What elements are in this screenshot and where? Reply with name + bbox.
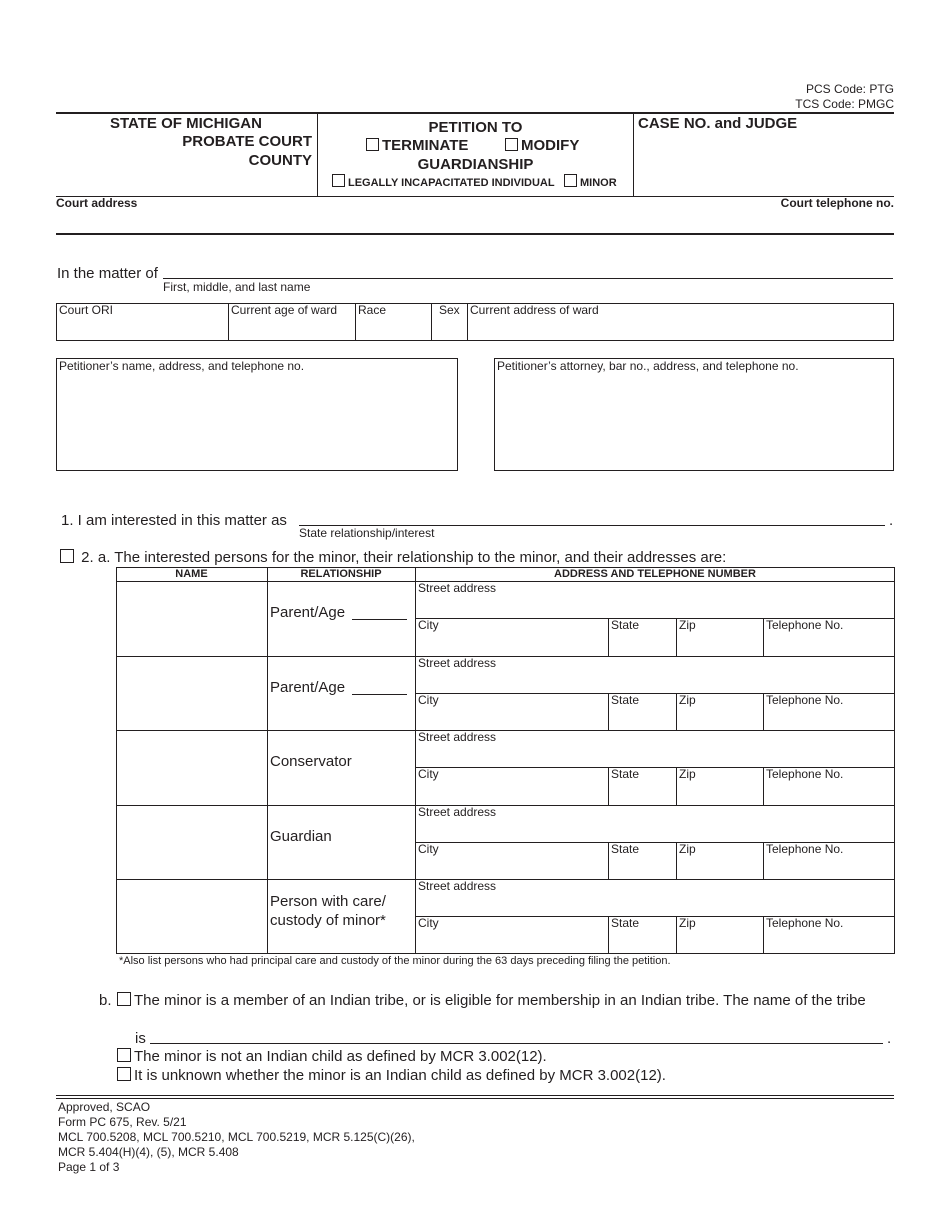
minor-checkbox[interactable] [564,174,577,187]
table-col-divider-2 [415,567,416,954]
name-cell[interactable] [117,806,266,878]
phone-col-divider [763,693,764,730]
city-label: City [418,618,439,632]
relationship-label-line1: Person with care/ [270,893,386,910]
relationship-label: Parent/Age [270,679,346,696]
state-col-divider [608,916,609,954]
unknown-option [117,1067,666,1084]
tribe-is-label: is [135,1030,146,1047]
state-label: State [611,916,640,930]
zip-label: Zip [679,693,696,707]
zip-col-divider [676,916,677,954]
county: COUNTY [248,152,312,169]
pcs-code: PCS Code: PTG [805,82,894,96]
not-indian-option [117,1048,547,1065]
matter-sublabel: First, middle, and last name [163,280,311,294]
case-no-judge: CASE NO. and JUDGE [638,115,798,132]
ward-divider-3 [431,303,432,341]
tribe-checkbox[interactable] [117,992,131,1006]
telephone-label: Telephone No. [766,842,844,856]
ward-divider-4 [467,303,468,341]
footer-form-number: Form PC 675, Rev. 5/21 [58,1115,187,1129]
lii-checkbox[interactable] [332,174,345,187]
item2a-row [60,549,726,566]
tribe-period: . [887,1030,892,1047]
petitioner-label: Petitioner’s name, address, and telephone no. [59,359,305,373]
tribe-text: The minor is a member of an Indian tribe, or is eligible for membership in an Indian tribe. The name of the tribe [134,992,866,1009]
lii-label: LEGALLY INCAPACITATED INDIVIDUAL [348,177,555,189]
attorney-label: Petitioner’s attorney, bar no., address, and telephone no. [497,359,799,373]
state-of-michigan: STATE OF MICHIGAN [110,115,262,132]
name-cell[interactable] [117,582,266,655]
terminate-checkbox[interactable] [366,138,379,151]
tcs-code: TCS Code: PMGC [795,97,894,111]
probate-court: PROBATE COURT [182,133,312,150]
street-address-label: Street address [418,805,497,819]
court-address-rule [56,233,894,235]
terminate-label: TERMINATE [382,137,469,154]
item2b-prefix: b. [99,992,112,1009]
petition-title: PETITION TO [428,119,523,136]
modify-checkbox[interactable] [505,138,518,151]
state-label: State [611,618,640,632]
ward-address-label: Current address of ward [470,303,599,317]
not-indian-checkbox[interactable] [117,1048,131,1062]
phone-col-divider [763,842,764,879]
telephone-label: Telephone No. [766,618,844,632]
footer-approved: Approved, SCAO [58,1100,151,1114]
minor-label: MINOR [580,177,617,189]
tribe-option [117,992,866,1009]
city-label: City [418,842,439,856]
zip-label: Zip [679,916,696,930]
col-address-header: ADDRESS AND TELEPHONE NUMBER [554,568,756,580]
state-col-divider [608,618,609,656]
state-label: State [611,767,640,781]
name-cell[interactable] [117,731,266,804]
attorney-box[interactable] [494,358,894,471]
col-name-header: NAME [175,568,208,580]
footer-rule-2 [56,1098,894,1099]
state-label: State [611,842,640,856]
modify-option[interactable] [505,137,579,154]
parent-age-line[interactable] [352,619,407,620]
header-divider-2 [633,112,634,196]
telephone-label: Telephone No. [766,916,844,930]
item2a-label: 2. a. The interested persons for the minor, their relationship to the minor, and their addresses are: [81,549,727,566]
street-address-label: Street address [418,581,497,595]
footer-mcr-refs: MCR 5.404(H)(4), (5), MCR 5.408 [58,1145,239,1159]
telephone-label: Telephone No. [766,693,844,707]
telephone-label: Telephone No. [766,767,844,781]
zip-label: Zip [679,618,696,632]
street-address-label: Street address [418,656,497,670]
guardianship-title: GUARDIANSHIP [417,156,534,173]
court-ori-label: Court ORI [59,303,114,317]
item1-sublabel: State relationship/interest [299,526,435,540]
tribe-name-line[interactable] [150,1043,883,1044]
footer-mcl-refs: MCL 700.5208, MCL 700.5210, MCL 700.5219, MCR 5.125(C)(26), [58,1130,415,1144]
item1-label: 1. I am interested in this matter as [61,512,287,529]
state-col-divider [608,842,609,879]
zip-col-divider [676,693,677,730]
relationship-label: Guardian [270,828,332,845]
ward-divider-1 [228,303,229,341]
zip-col-divider [676,842,677,879]
col-relationship-header: RELATIONSHIP [300,568,382,580]
name-cell[interactable] [117,880,266,953]
footer-rule-1 [56,1095,894,1096]
petitioner-box[interactable] [56,358,458,471]
modify-label: MODIFY [521,137,580,154]
zip-col-divider [676,767,677,805]
relationship-label: Conservator [270,753,352,770]
matter-label: In the matter of [57,265,158,282]
item2a-checkbox[interactable] [60,549,74,563]
zip-col-divider [676,618,677,656]
unknown-text: It is unknown whether the minor is an Indian child as defined by MCR 3.002(12). [134,1067,666,1084]
phone-col-divider [763,618,764,656]
sex-label: Sex [439,303,460,317]
footer-page-number: Page 1 of 3 [58,1160,120,1174]
table-footnote: *Also list persons who had principal care and custody of the minor during the 63 days preceding filing the petition. [119,955,671,967]
phone-col-divider [763,916,764,954]
state-label: State [611,693,640,707]
city-label: City [418,767,439,781]
item1-period: . [889,512,894,529]
zip-label: Zip [679,767,696,781]
street-address-label: Street address [418,879,497,893]
ward-divider-2 [355,303,356,341]
zip-label: Zip [679,842,696,856]
not-indian-text: The minor is not an Indian child as defined by MCR 3.002(12). [134,1048,547,1065]
relationship-label: Parent/Age [270,604,346,621]
table-col-divider-1 [267,567,268,954]
relationship-label-line2: custody of minor* [270,912,386,929]
minor-option[interactable] [564,174,617,189]
city-label: City [418,916,439,930]
terminate-option[interactable] [366,137,468,154]
current-age-label: Current age of ward [231,303,338,317]
court-telephone-label: Court telephone no. [780,196,894,210]
lii-option[interactable] [332,174,555,189]
parent-age-line[interactable] [352,694,407,695]
header-bottom-rule [56,196,894,197]
city-label: City [418,693,439,707]
state-col-divider [608,693,609,730]
name-cell[interactable] [117,657,266,729]
phone-col-divider [763,767,764,805]
state-col-divider [608,767,609,805]
race-label: Race [358,303,387,317]
court-address-label: Court address [56,196,138,210]
matter-name-line[interactable] [163,278,893,279]
street-address-label: Street address [418,730,497,744]
unknown-checkbox[interactable] [117,1067,131,1081]
header-top-rule [56,112,894,114]
